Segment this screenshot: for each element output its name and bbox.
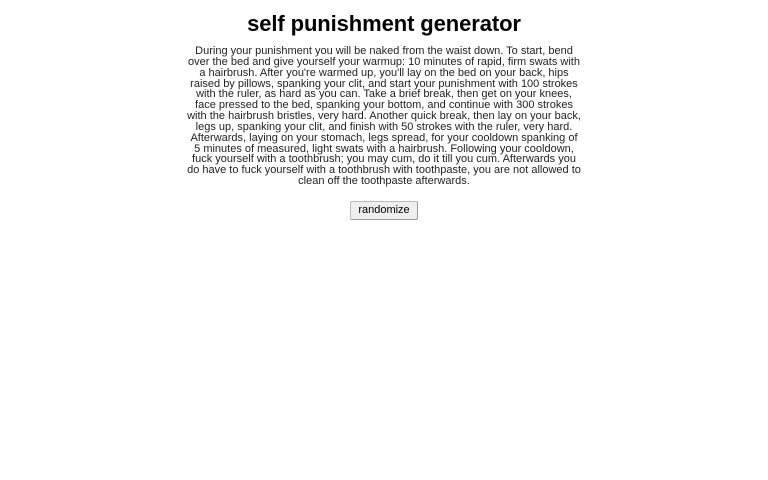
page-title: self punishment generator — [247, 11, 521, 36]
button-row — [186, 200, 582, 220]
content-container — [186, 46, 582, 220]
randomize-button[interactable]: randomize — [350, 201, 417, 220]
punishment-description: During your punishment you will be naked from the waist down. To start, bend over the bed and give yourself your warmup: 10 minutes of rapid, firm swats with a hairbrush. After you're warmed up, you'll lay on the bed on your back, hips raised by pillows, spanking your clit, and start your punishment with 100 strokes with the ruler, as hard as you can. Take a brief break, then get on your knees, face pressed to the bed, spanking your bottom, and continue with 300 strokes with the hairbrush bristles, very hard. Another quick break, then lay on your back, legs up, spanking your clit, and finish with 50 strokes with the ruler, very hard. Afterwards, laying on your stomach, legs spread, for your cooldown spanking of 5 minutes of measured, light swats with a hairbrush. Following your cooldown, fuck yourself with a toothbrush; you may cum, do it till you cum. Afterwards you do have to fuck yourself with a toothbrush with toothpaste, you are not allowed to clean off the toothpaste afterwards. — [187, 45, 581, 188]
